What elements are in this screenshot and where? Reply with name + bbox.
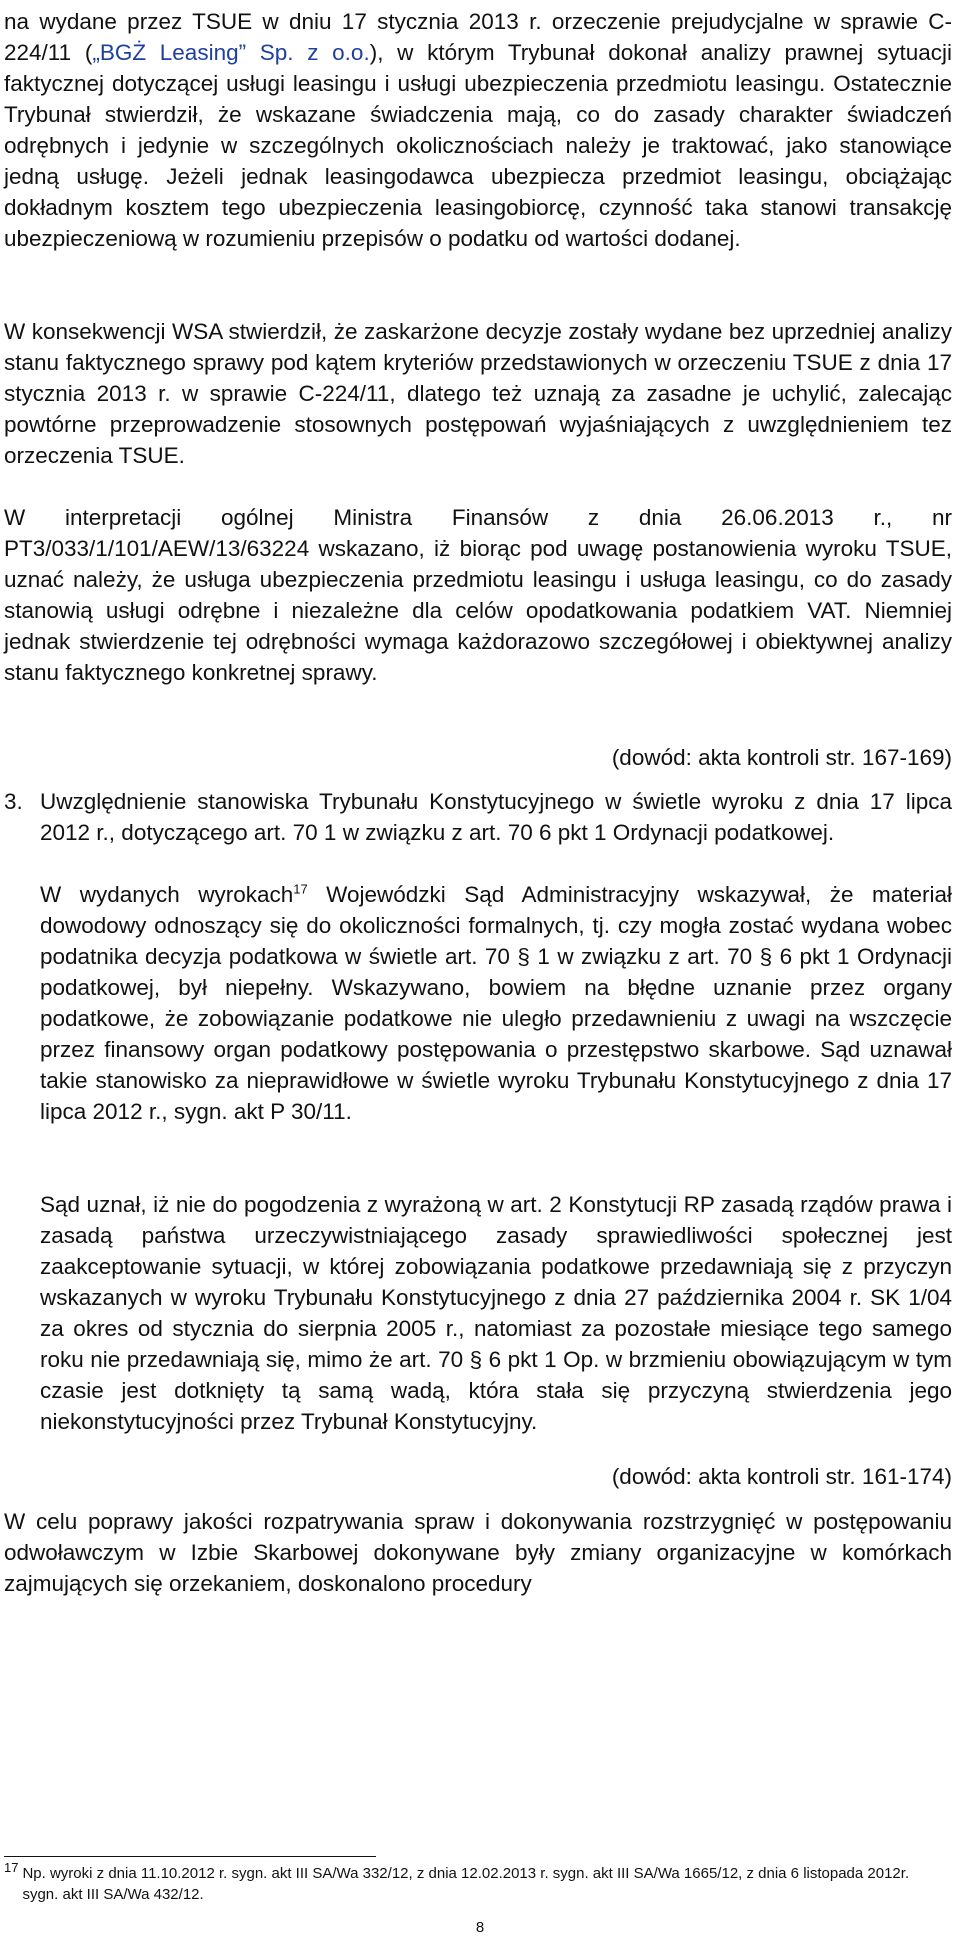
paragraph-wyroki — [40, 879, 952, 1127]
intro-text-start: na wydane przez TSUE w dniu 17 stycznia 2013 r. orzeczenie prejudycjalne w sprawie C-224/11 ( — [4, 9, 952, 65]
paragraph-final: W celu poprawy jakości rozpatrywania spraw i dokonywania rozstrzygnięć w postępowaniu odwoławczym w Izbie Skarbowej dokonywane były zmiany organizacyjne w komórkach zajmujących się orzekaniem, doskonalono procedury — [4, 1509, 952, 1596]
wyroki-text-end: Wojewódzki Sąd Administracyjny wskazywał, że materiał dowodowy odnoszący się do okoliczności formalnych, tj. czy mogła zostać wydana wobec podatnika decyzja podatkowa w świetle art. 70 § 1 w związku z art. 70 § 6 pkt 1 Ordynacji podatkowej, był niepełny. Wskazywano, bowiem na błędne uznanie przez organy podatkowe, że zobowiązanie podatkowe nie uległo przedawnieniu z uwagi na wszczęcie przez finansowy organ podatkowy postępowania o przestępstwo skarbowe. Sąd uznawał takie stanowisko za nieprawidłowe w świetle wyroku Trybunału Konstytucyjnego z dnia 17 lipca 2012 r., sygn. akt P 30/11. — [40, 882, 952, 1124]
evidence-note-2: (dowód: akta kontroli str. 161-174) — [611, 1464, 952, 1489]
paragraph-wsa: W konsekwencji WSA stwierdził, że zaskarżone decyzje zostały wydane bez uprzedniej analizy stanu faktycznego sprawy pod kątem kryteriów przedstawionych w orzeczeniu TSUE z dnia 17 stycznia 2013 r. w sprawie C-224/11, dlatego też uznają za zasadne je uchylić, zalecając powtórne przeprowadzenie stosownych postępowań wyjaśniających z uwzględnieniem tez orzeczenia TSUE. — [4, 319, 952, 468]
footnote-text: Np. wyroki z dnia 11.10.2012 r. sygn. akt III SA/Wa 332/12, z dnia 12.02.2013 r. sygn. akt III SA/Wa 1665/12, z dnia 6 listopada 2012r. sygn. akt III SA/Wa 432/12. — [22, 1865, 910, 1903]
case-name-link[interactable]: „BGŻ Leasing” Sp. z o.o. — [92, 40, 370, 65]
page-number: 8 — [475, 1919, 485, 1936]
wyroki-text-start: W wydanych wyrokach — [40, 882, 294, 907]
paragraph-interpretacja: W interpretacji ogólnej Ministra Finansów z dnia 26.06.2013 r., nr PT3/033/1/101/AEW/13/63224 wskazano, iż biorąc pod uwagę postanowienia wyroku TSUE, uznać należy, że usługa ubezpieczenia przedmiotu leasingu i usługa leasingu, co do zasady stanowią usługi odrębne i niezależne dla celów opodatkowania podatkiem VAT. Niemniej jednak stwierdzenie tej odrębności wymaga każdorazowo szczegółowej i obiektywnej analizy stanu faktycznego konkretnej sprawy. — [4, 505, 952, 685]
footnote-reference[interactable]: 17 — [293, 881, 308, 897]
paragraph-intro — [4, 6, 952, 254]
section-heading-3: Uwzględnienie stanowiska Trybunału Konstytucyjnego w świetle wyroku z dnia 17 lipca 2012 r., dotyczącego art. 70 1 w związku z art. 70 6 pkt 1 Ordynacji podatkowej. — [40, 789, 952, 845]
list-item-number: 3. — [4, 789, 23, 814]
footnote-separator — [4, 1856, 376, 1857]
paragraph-sad: Sąd uznał, iż nie do pogodzenia z wyrażoną w art. 2 Konstytucji RP zasadą rządów prawa i zasadą państwa urzeczywistniającego zasady sprawiedliwości społecznej jest zaakceptowanie sytuacji, w której zobowiązania podatkowe przedawniają się z przyczyn wskazanych w wyroku Trybunału Konstytucyjnego z dnia 27 października 2004 r. SK 1/04 za okres od stycznia do sierpnia 2005 r., natomiast za pozostałe miesiące tego samego roku nie przedawniają się, mimo że art. 70 § 6 pkt 1 Op. w brzmieniu obowiązującym w tym czasie jest dotknięty tą samą wadą, która stała się przyczyną stwierdzenia jego niekonstytucyjności przez Trybunał Konstytucyjny. — [40, 1192, 952, 1434]
evidence-note-1: (dowód: akta kontroli str. 167-169) — [611, 745, 952, 770]
intro-text-end: ), w którym Trybunał dokonał analizy prawnej sytuacji faktycznej dotyczącej usługi leasingu i usługi ubezpieczenia przedmiotu leasingu. Ostatecznie Trybunał stwierdził, że wskazane świadczenia mają, co do zasady charakter świadczeń odrębnych i jedynie w szczególnych okolicznościach należy je traktować, jako stanowiące jedną usługę. Jeżeli jednak leasingodawca ubezpiecza przedmiot leasingu, obciążając dokładnym kosztem tego ubezpieczenia leasingobiorcę, czynność taka stanowi transakcję ubezpieczeniową w rozumieniu przepisów o podatku od wartości dodanej. — [4, 40, 952, 251]
footnote — [4, 1860, 954, 1905]
footnote-number: 17 — [4, 1860, 19, 1875]
